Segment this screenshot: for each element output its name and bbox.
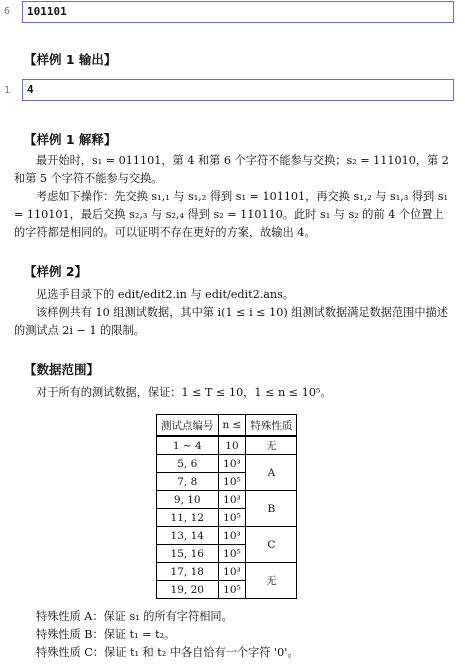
sample2-heading: 【样例 2】 [24, 264, 88, 279]
cell-prop: A [246, 455, 297, 491]
cell-ids: 9, 10 [157, 491, 219, 509]
table-row [157, 563, 297, 581]
cell-ids: 1 ∼ 4 [157, 436, 219, 455]
cell-n: 10³ [218, 491, 246, 509]
note-b: 特殊性质 B：保证 t₁ = t₂。 [36, 628, 176, 641]
cell-ids: 11, 12 [157, 509, 219, 527]
cell-n: 10³ [218, 455, 246, 473]
cell-n: 10⁵ [218, 509, 246, 527]
range-paragraph: 对于所有的测试数据，保证：1 ≤ T ≤ 10，1 ≤ n ≤ 10⁵。 [36, 386, 332, 399]
table-row [157, 436, 297, 455]
cell-ids: 19, 20 [157, 581, 219, 599]
cell-n: 10³ [218, 527, 246, 545]
cell-n: 10³ [218, 563, 246, 581]
sample2-paragraph-1: 见选手目录下的 edit/edit2.in 与 edit/edit2.ans。 [36, 288, 295, 301]
cell-ids: 5, 6 [157, 455, 219, 473]
cell-n: 10⁵ [218, 581, 246, 599]
cell-ids: 15, 16 [157, 545, 219, 563]
output-code-box: 4 [22, 79, 454, 101]
output-heading: 【样例 1 输出】 [24, 52, 117, 67]
cell-prop: C [246, 527, 297, 563]
note-c: 特殊性质 C：保证 t₁ 和 t₂ 中各自恰有一个字符 '0'。 [36, 646, 299, 659]
line-number: 1 [4, 85, 11, 96]
table-header-n: n ≤ [218, 415, 246, 437]
cell-n: 10 [218, 436, 246, 455]
table-row [157, 527, 297, 545]
sample2-paragraph-2: 该样例共有 10 组测试数据，其中第 i(1 ≤ i ≤ 10) 组测试数据满足数据范围中描述的测试点 2i − 1 的限制。 [14, 306, 448, 337]
cell-prop: B [246, 491, 297, 527]
line-number: 6 [4, 6, 11, 17]
cell-ids: 13, 14 [157, 527, 219, 545]
cell-ids: 7, 8 [157, 473, 219, 491]
cell-n: 10⁵ [218, 473, 246, 491]
explain-paragraph-1: 最开始时，s₁ = 011101，第 4 和第 6 个字符不能参与交换；s₂ = 111010，第 2 和第 5 个字符不能参与交换。 [14, 154, 449, 185]
explain-heading: 【样例 1 解释】 [24, 132, 117, 147]
cell-prop: 无 [246, 563, 297, 599]
range-heading: 【数据范围】 [24, 362, 100, 377]
constraints-table [156, 414, 297, 599]
cell-ids: 17, 18 [157, 563, 219, 581]
cell-n: 10⁵ [218, 545, 246, 563]
input-code-box: 101101 [22, 1, 454, 23]
explain-paragraph-2: 考虑如下操作：先交换 s₁,₁ 与 s₁,₂ 得到 s₁ = 101101，再交换 s₁,₂ 与 s₁,₃ 得到 s₁ = 110101，最后交换 s₂,₃ 与 s₂,₄ 得到 s₂ = 110110。此时 s₁ 与 s₂ 的前 4 个位置上的字符都是相同的。可以证明不存在更好的方案，故输出 4。 [14, 190, 449, 239]
table-row [157, 455, 297, 473]
cell-prop: 无 [246, 436, 297, 455]
special-notes [36, 608, 299, 662]
note-a: 特殊性质 A：保证 s₁ 的所有字符相同。 [36, 610, 233, 623]
table-header-ids: 测试点编号 [157, 415, 219, 437]
table-header-prop: 特殊性质 [246, 415, 297, 437]
table-row [157, 491, 297, 509]
